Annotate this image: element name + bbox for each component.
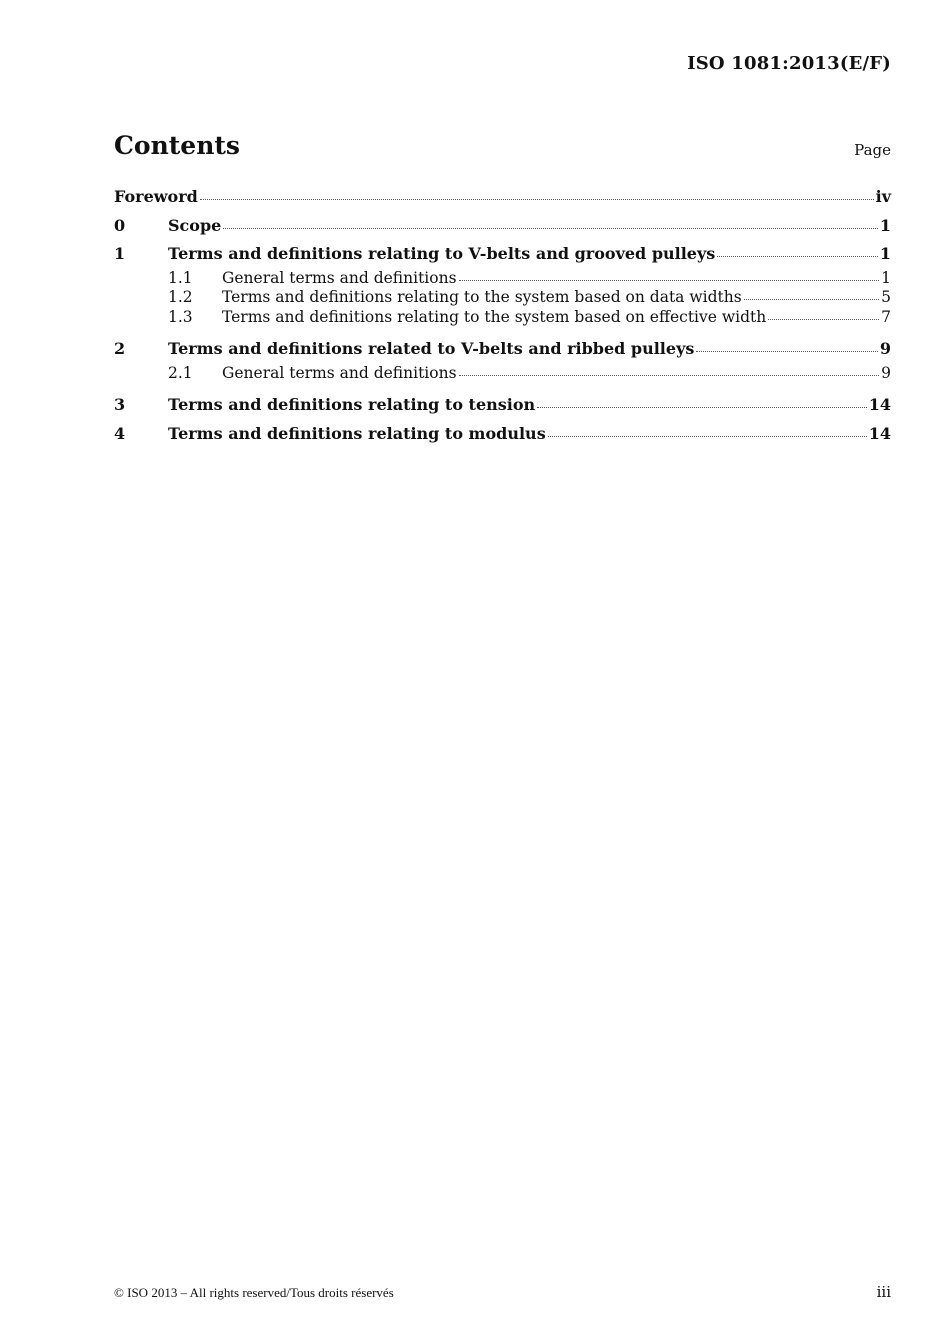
- footer-copyright: © ISO 2013 – All rights reserved/Tous droits réservés: [114, 1285, 394, 1300]
- toc-entry-page: 7: [881, 307, 891, 326]
- toc-entry-section-2[interactable]: [114, 335, 891, 364]
- toc-entry-label: General terms and definitions: [222, 363, 457, 382]
- page-title: Contents: [114, 131, 241, 160]
- toc-entry-label: Foreword: [114, 187, 198, 206]
- toc-entry-number: 1: [114, 244, 126, 263]
- toc-entry-page: iv: [875, 187, 891, 206]
- toc-entry-page: 9: [879, 339, 891, 358]
- toc-entry-page: 14: [868, 395, 891, 414]
- toc-entry-page: 9: [881, 363, 891, 382]
- dot-leader: [537, 407, 867, 408]
- dot-leader: [459, 280, 880, 281]
- toc-entry-number: 1.3: [168, 307, 193, 326]
- toc-entry-label: Terms and definitions relating to V-belts and grooved pulleys: [168, 244, 716, 263]
- toc-entry-section-2-1[interactable]: [114, 364, 891, 384]
- toc-entry-label: Terms and definitions relating to modulus: [168, 423, 546, 443]
- toc-entry-number: 0: [114, 215, 126, 235]
- toc-entry-page: 5: [881, 288, 891, 306]
- toc-entry-label: Terms and definitions relating to tension: [168, 395, 536, 414]
- toc-entry-number: 1.2: [168, 288, 193, 306]
- dot-leader: [223, 228, 878, 229]
- toc-entry-number: 2.1: [168, 363, 193, 382]
- toc-entry-section-4[interactable]: [114, 420, 891, 449]
- toc-entry-section-1-2[interactable]: [114, 288, 891, 308]
- toc-entry-section-3[interactable]: [114, 391, 891, 420]
- toc-entry-page: 1: [879, 244, 891, 263]
- toc-entry-section-1-1[interactable]: [114, 269, 891, 289]
- dot-leader: [696, 351, 877, 352]
- toc-entry-page: 14: [868, 423, 891, 443]
- dot-leader: [548, 436, 867, 437]
- dot-leader: [744, 299, 879, 300]
- table-of-contents: [114, 183, 891, 448]
- dot-leader: [459, 375, 880, 376]
- toc-entry-label: General terms and definitions: [222, 268, 457, 287]
- toc-entry-label: Terms and definitions related to V-belts and ribbed pulleys: [168, 339, 695, 358]
- toc-entry-foreword[interactable]: [114, 183, 891, 212]
- toc-entry-label: Terms and definitions relating to the system based on data widths: [222, 288, 742, 306]
- toc-entry-number: 3: [114, 395, 126, 414]
- footer-page-number: iii: [876, 1283, 891, 1301]
- toc-entry-number: 2: [114, 339, 126, 358]
- toc-entry-number: 4: [114, 423, 126, 443]
- toc-entry-scope[interactable]: [114, 212, 891, 241]
- dot-leader: [768, 319, 879, 320]
- dot-leader: [717, 256, 878, 257]
- toc-entry-section-1-3[interactable]: [114, 308, 891, 328]
- toc-entry-label: Scope: [168, 215, 222, 235]
- page-column-label: Page: [854, 141, 891, 159]
- toc-entry-section-1[interactable]: [114, 240, 891, 269]
- toc-entry-number: 1.1: [168, 268, 193, 287]
- toc-entry-page: 1: [881, 268, 891, 287]
- toc-entry-page: 1: [879, 215, 891, 235]
- document-identifier: ISO 1081:2013(E/F): [687, 53, 891, 74]
- toc-entry-label: Terms and definitions relating to the system based on effective width: [222, 307, 767, 326]
- dot-leader: [200, 199, 874, 200]
